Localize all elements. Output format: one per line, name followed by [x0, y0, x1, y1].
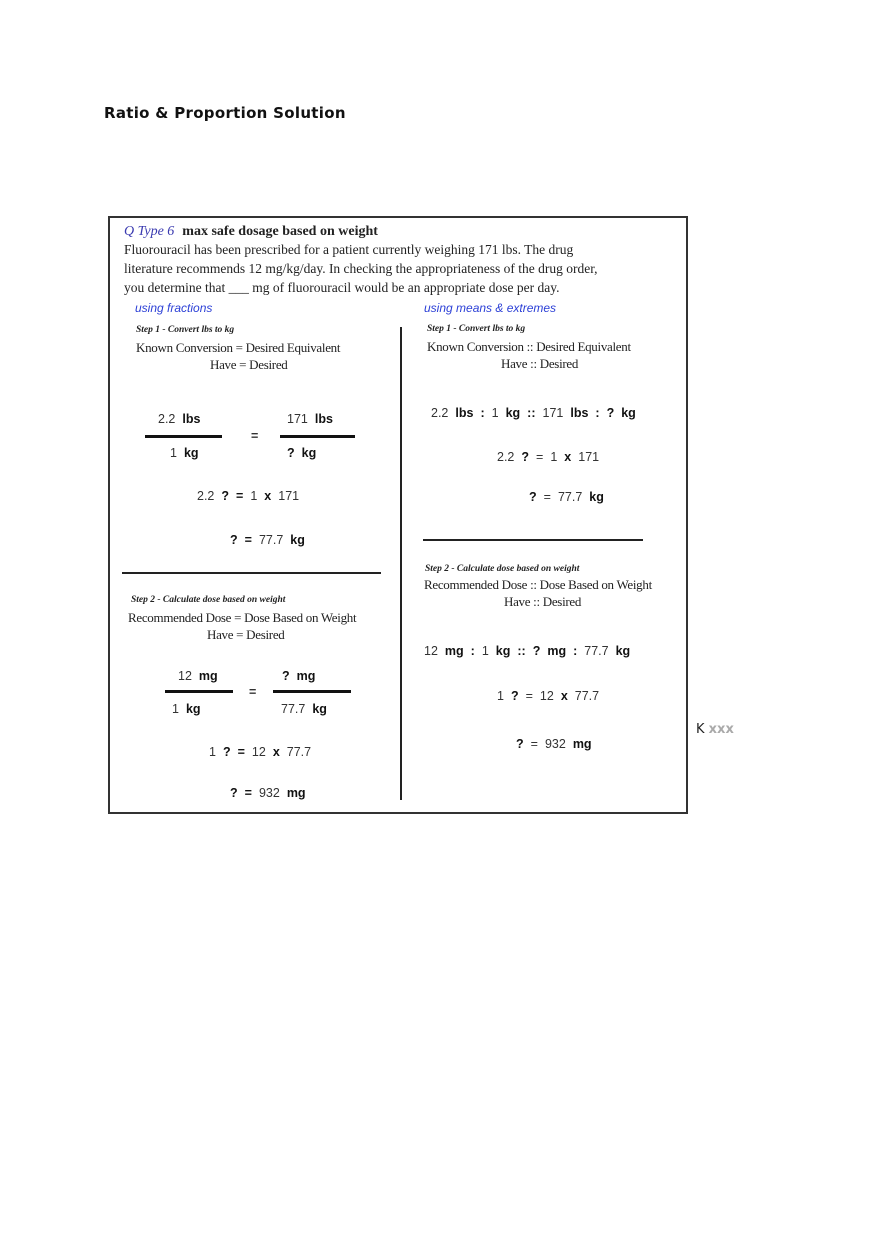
- equation-token: mg: [296, 669, 316, 683]
- equation-token: ?: [282, 669, 290, 683]
- equation-token: mg: [444, 644, 464, 658]
- step1-rule-short: Have :: Desired: [501, 356, 579, 371]
- fraction-bar: [145, 435, 222, 438]
- equation-token: 1: [481, 644, 489, 658]
- fraction-numerator: [287, 412, 340, 426]
- equation: [497, 689, 606, 703]
- method-label-means-extremes: using means & extremes: [424, 301, 557, 315]
- equation-token: 12: [539, 689, 554, 703]
- step1-label: Step 1 - Convert lbs to kg: [427, 324, 526, 334]
- equation: [197, 489, 306, 503]
- equation-token: ?: [510, 689, 519, 703]
- equation-token: kg: [495, 644, 511, 658]
- equation-result: [230, 533, 312, 547]
- equation-token: 77.7: [574, 689, 600, 703]
- equation-token: ::: [517, 644, 526, 658]
- equation-token: ?: [221, 489, 230, 503]
- equation-token: 2.2: [497, 450, 515, 464]
- equation-token: 77.7: [584, 644, 609, 658]
- step1-rule: Known Conversion :: Desired Equivalent: [427, 339, 631, 354]
- equation-token: 1: [172, 702, 179, 716]
- equation-token: =: [244, 786, 252, 800]
- side-note-placeholder: xxx: [708, 722, 734, 737]
- equation-token: ?: [529, 490, 537, 504]
- step2-rule-short: Have :: Desired: [504, 594, 582, 609]
- equation-token: 77.7: [258, 533, 284, 547]
- equation-token: 1: [170, 446, 177, 460]
- equation-token: kg: [185, 702, 201, 716]
- equation-token: 171: [287, 412, 308, 426]
- page-title: Ratio & Proportion Solution: [104, 104, 346, 122]
- equation-token: ?: [532, 644, 541, 658]
- equation-token: mg: [198, 669, 218, 683]
- equation-token: lbs: [314, 412, 333, 426]
- step2-rule-short: Have = Desired: [207, 627, 285, 642]
- proportion: [431, 406, 643, 420]
- question-heading: max safe dosage based on weight: [182, 224, 378, 239]
- equation-token: kg: [183, 446, 199, 460]
- equation-token: mg: [547, 644, 567, 658]
- equation-token: 171: [278, 489, 300, 503]
- fraction-denominator: [281, 702, 334, 716]
- question-line: you determine that ___ mg of fluorouracil would be an appropriate dose per day.: [124, 280, 560, 295]
- equation-token: x: [560, 689, 568, 703]
- equation-token: lbs: [570, 406, 589, 420]
- equation-token: 171: [578, 450, 600, 464]
- fraction-numerator: [282, 669, 322, 683]
- equation-token: mg: [572, 737, 592, 751]
- equation-token: 1: [491, 406, 499, 420]
- equation-token: :: [470, 644, 475, 658]
- equation-token: 2.2: [197, 489, 215, 503]
- equation-token: :: [480, 406, 485, 420]
- column-divider: [400, 327, 402, 800]
- equation-token: 932: [544, 737, 566, 751]
- equation-token: =: [244, 533, 252, 547]
- fraction-bar: [280, 435, 355, 438]
- method-label-fractions: using fractions: [135, 301, 213, 315]
- equation-token: kg: [589, 490, 604, 504]
- fraction-numerator: [178, 669, 225, 683]
- equation-token: 1: [250, 489, 258, 503]
- equals-sign: =: [251, 429, 259, 443]
- step1-label: Step 1 - Convert lbs to kg: [136, 325, 235, 335]
- equation-token: kg: [312, 702, 327, 716]
- fraction-denominator: [172, 702, 208, 716]
- equation-token: ::: [527, 406, 536, 420]
- equation-token: 932: [258, 786, 280, 800]
- equation-token: ?: [222, 745, 231, 759]
- equation-token: kg: [301, 446, 317, 460]
- equation-result: [516, 737, 599, 751]
- fraction-numerator: [158, 412, 207, 426]
- fraction-bar: [165, 690, 233, 693]
- equation-token: ?: [287, 446, 295, 460]
- equation-token: =: [536, 450, 544, 464]
- fraction-bar: [273, 690, 351, 693]
- equation-token: x: [272, 745, 280, 759]
- equation-token: =: [530, 737, 538, 751]
- equation-token: kg: [505, 406, 521, 420]
- divider: [122, 572, 381, 574]
- equation-token: :: [573, 644, 578, 658]
- step2-label: Step 2 - Calculate dose based on weight: [425, 564, 580, 574]
- equation-token: kg: [615, 644, 631, 658]
- equation-token: 171: [542, 406, 564, 420]
- equation-token: 2.2: [158, 412, 176, 426]
- equation-result: [230, 786, 313, 800]
- question-type: Q Type 6: [124, 224, 175, 239]
- equation: [497, 450, 606, 464]
- step1-rule-short: Have = Desired: [210, 357, 288, 372]
- equation-token: 1: [497, 689, 504, 703]
- equation-token: 1: [550, 450, 558, 464]
- equation-token: mg: [286, 786, 306, 800]
- equation-token: 1: [209, 745, 216, 759]
- step2-rule: Recommended Dose :: Dose Based on Weight: [424, 577, 652, 592]
- proportion: [424, 644, 637, 658]
- equation-token: =: [543, 490, 551, 504]
- equation-token: 77.7: [286, 745, 312, 759]
- equation-token: 12: [178, 669, 192, 683]
- equation-result: [529, 490, 611, 504]
- equation-token: ?: [230, 533, 238, 547]
- equation-token: =: [525, 689, 533, 703]
- side-note-k: K: [696, 722, 705, 737]
- equation-token: ?: [606, 406, 615, 420]
- equation-token: kg: [621, 406, 636, 420]
- fraction-denominator: [170, 446, 206, 460]
- question-text: [124, 240, 598, 297]
- equation-token: lbs: [455, 406, 474, 420]
- equation-token: ?: [230, 786, 238, 800]
- question-line: literature recommends 12 mg/kg/day. In checking the appropriateness of the drug order,: [124, 261, 598, 276]
- step2-label: Step 2 - Calculate dose based on weight: [131, 595, 286, 605]
- fraction-denominator: [287, 446, 323, 460]
- equation-token: kg: [290, 533, 305, 547]
- equation-token: =: [236, 489, 244, 503]
- equation-token: :: [595, 406, 600, 420]
- equation-token: lbs: [182, 412, 201, 426]
- equation-token: 12: [251, 745, 266, 759]
- equation-token: =: [237, 745, 245, 759]
- question-header: [124, 222, 378, 240]
- equals-sign: =: [249, 685, 257, 699]
- equation-token: 12: [424, 644, 438, 658]
- equation-token: x: [564, 450, 572, 464]
- question-line: Fluorouracil has been prescribed for a patient currently weighing 171 lbs. The drug: [124, 242, 574, 257]
- step2-rule: Recommended Dose = Dose Based on Weight: [128, 610, 357, 625]
- equation: [209, 745, 318, 759]
- equation-token: x: [264, 489, 272, 503]
- equation-token: 2.2: [431, 406, 449, 420]
- step1-rule: Known Conversion = Desired Equivalent: [136, 340, 341, 355]
- side-note: [696, 722, 734, 737]
- equation-token: ?: [521, 450, 530, 464]
- equation-token: ?: [516, 737, 524, 751]
- equation-token: 77.7: [281, 702, 306, 716]
- divider: [423, 539, 643, 541]
- equation-token: 77.7: [557, 490, 583, 504]
